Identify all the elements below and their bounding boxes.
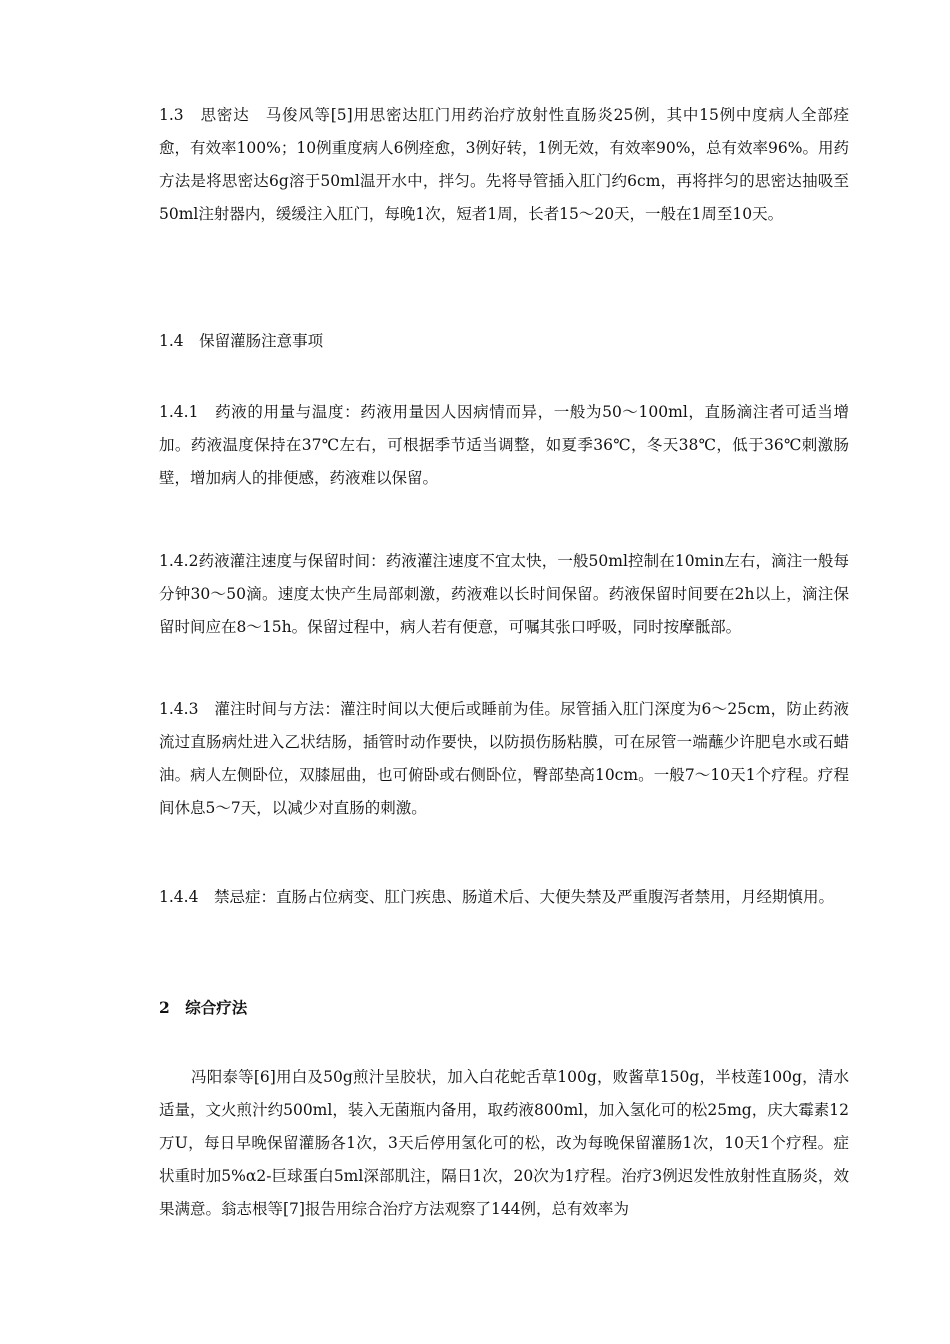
paragraph-1-4-2-speed-retention: 1.4.2药液灌注速度与保留时间：药液灌注速度不宜太快，一般50ml控制在10min左右，滴注一般每分钟30～50滴。速度太快产生局部刺激，药液难以长时间保留。药液保留时间要在2h以上，滴注保留时间应在8～15h。保留过程中，病人若有便意，可嘱其张口呼吸，同时按摩骶部。 — [159, 552, 849, 636]
section-heading-2: 2 综合疗法 — [159, 998, 248, 1017]
paragraph-1-3-smecta: 1.3 思密达 马俊风等[5]用思密达肛门用药治疗放射性直肠炎25例，其中15例中度病人全部痊愈，有效率100%；10例重度病人6例痊愈，3例好转，1例无效，有效率90%，总有效率96%。用药方法是将思密达6g溶于50ml温开水中，拌匀。先将导管插入肛门约6cm，再将拌匀的思密达抽吸至50ml注射器内，缓缓注入肛门，每晚1次，短者1周，长者15～20天，一般在1周至10天。 — [159, 106, 849, 223]
paragraph-1-4-1-dosage-temperature: 1.4.1 药液的用量与温度：药液用量因人因病情而异，一般为50～100ml，直肠滴注者可适当增加。药液温度保持在37℃左右，可根据季节适当调整，如夏季36℃，冬天38℃，低于36℃刺激肠壁，增加病人的排便感，药液难以保留。 — [159, 403, 849, 487]
paragraph-1-4-3-timing-method: 1.4.3 灌注时间与方法：灌注时间以大便后或睡前为佳。尿管插入肛门深度为6～25cm，防止药液流过直肠病灶进入乙状结肠，插管时动作要快，以防损伤肠粘膜，可在尿管一端蘸少许肥皂水或石蜡油。病人左侧卧位，双膝屈曲，也可俯卧或右侧卧位，臀部垫高10cm。一般7～10天1个疗程。疗程间休息5～7天，以减少对直肠的刺激。 — [159, 700, 849, 817]
section-heading-1-4: 1.4 保留灌肠注意事项 — [159, 332, 324, 350]
paragraph-2-combined-therapy: 冯阳泰等[6]用白及50g煎汁呈胶状，加入白花蛇舌草100g，败酱草150g，半枝莲100g，清水适量，文火煎汁约500ml，装入无菌瓶内备用，取药液800ml，加入氢化可的松25mg，庆大霉素12万U，每日早晚保留灌肠各1次，3天后停用氢化可的松，改为每晚保留灌肠1次，10天1个疗程。症状重时加5%α2-巨球蛋白5ml深部肌注，隔日1次，20次为1疗程。治疗3例迟发性放射性直肠炎，效果满意。翁志根等[7]报告用综合治疗方法观察了144例，总有效率为 — [159, 1068, 849, 1218]
paragraph-1-4-4-contraindications: 1.4.4 禁忌症：直肠占位病变、肛门疾患、肠道术后、大便失禁及严重腹泻者禁用，月经期慎用。 — [159, 888, 834, 906]
